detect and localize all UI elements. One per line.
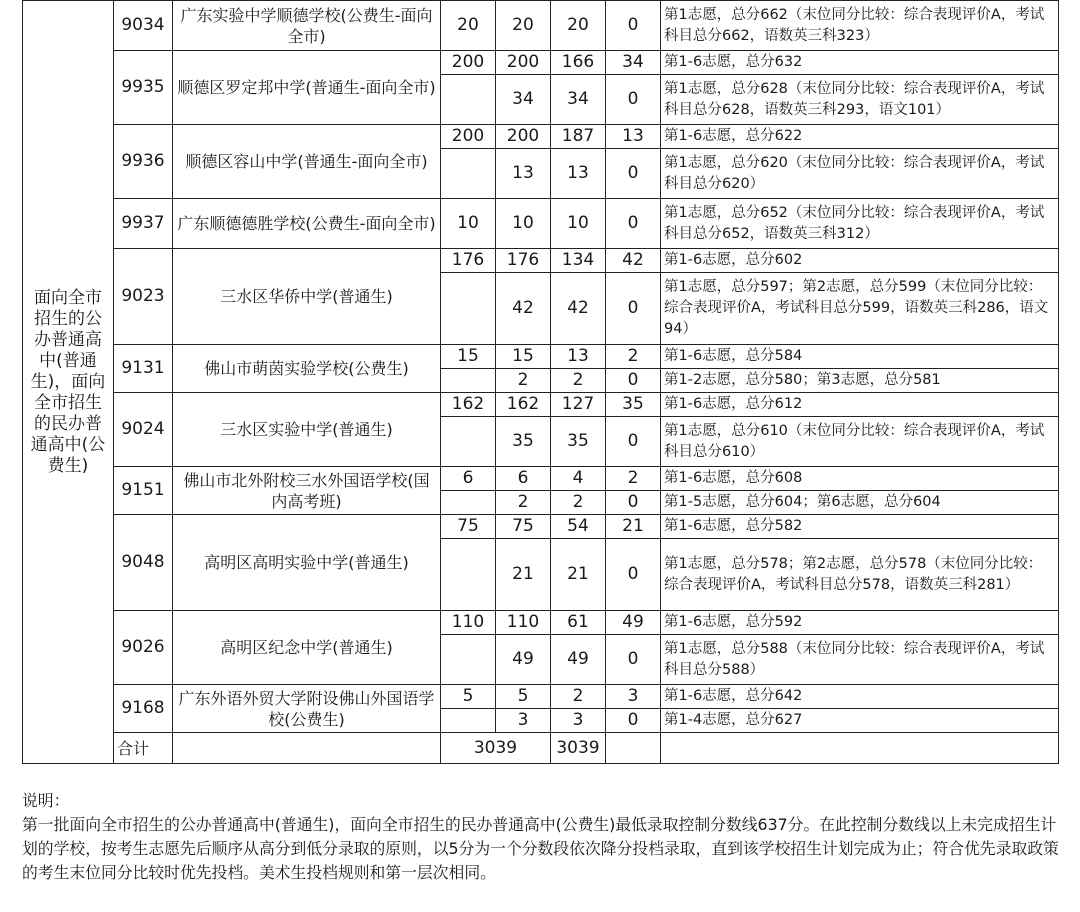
school-code: 9935 <box>114 51 173 125</box>
admission-note: 第1-6志愿，总分632 <box>661 51 1059 75</box>
plan-count: 75 <box>441 515 496 539</box>
table-row <box>23 125 1059 149</box>
admitted-count: 35 <box>551 417 606 467</box>
admitted-count: 49 <box>551 635 606 685</box>
admitted-count: 187 <box>551 125 606 149</box>
total-gap-blank <box>606 733 661 764</box>
plan-count: 10 <box>441 199 496 249</box>
admitted-count: 13 <box>551 149 606 199</box>
plan-count <box>441 491 496 515</box>
filed-count: 176 <box>496 249 551 273</box>
gap-count: 0 <box>606 75 661 125</box>
admitted-count: 2 <box>551 369 606 393</box>
filed-count: 49 <box>496 635 551 685</box>
table-row <box>23 51 1059 75</box>
filed-count: 15 <box>496 345 551 369</box>
admitted-count: 166 <box>551 51 606 75</box>
admission-note: 第1志愿，总分578；第2志愿，总分578（末位同分比较：综合表现评价A，考试科目总分578，语数英三科281） <box>661 539 1059 611</box>
admission-note: 第1志愿，总分610（末位同分比较：综合表现评价A，考试科目总分610） <box>661 417 1059 467</box>
filed-count: 162 <box>496 393 551 417</box>
plan-count <box>441 149 496 199</box>
filed-count: 35 <box>496 417 551 467</box>
admission-note: 第1志愿，总分620（末位同分比较：综合表现评价A，考试科目总分620） <box>661 149 1059 199</box>
plan-count: 200 <box>441 125 496 149</box>
plan-count <box>441 75 496 125</box>
table-row <box>23 1 1059 51</box>
admission-note: 第1-6志愿，总分608 <box>661 467 1059 491</box>
gap-count: 34 <box>606 51 661 75</box>
school-name: 顺德区罗定邦中学(普通生-面向全市) <box>173 51 441 125</box>
admission-note: 第1-6志愿，总分612 <box>661 393 1059 417</box>
admission-table <box>22 0 1059 764</box>
total-note-blank <box>661 733 1059 764</box>
gap-count: 0 <box>606 369 661 393</box>
filed-count: 6 <box>496 467 551 491</box>
filed-count: 42 <box>496 273 551 345</box>
table-row <box>23 515 1059 539</box>
plan-count: 200 <box>441 51 496 75</box>
school-code: 9131 <box>114 345 173 393</box>
plan-count: 15 <box>441 345 496 369</box>
table-row <box>23 611 1059 635</box>
admitted-count: 4 <box>551 467 606 491</box>
table-row <box>23 467 1059 491</box>
school-code: 9023 <box>114 249 173 345</box>
admitted-count: 42 <box>551 273 606 345</box>
gap-count: 13 <box>606 125 661 149</box>
plan-count <box>441 417 496 467</box>
admitted-count: 3 <box>551 709 606 733</box>
gap-count: 42 <box>606 249 661 273</box>
plan-count: 20 <box>441 1 496 51</box>
gap-count: 0 <box>606 709 661 733</box>
school-name: 广东顺德德胜学校(公费生-面向全市) <box>173 199 441 249</box>
admission-note: 第1-6志愿，总分622 <box>661 125 1059 149</box>
filed-count: 13 <box>496 149 551 199</box>
explanation-title: 说明： <box>22 791 70 810</box>
gap-count: 0 <box>606 149 661 199</box>
school-name: 高明区高明实验中学(普通生) <box>173 515 441 611</box>
gap-count: 0 <box>606 491 661 515</box>
plan-count <box>441 709 496 733</box>
gap-count: 0 <box>606 539 661 611</box>
total-label: 合计 <box>114 733 173 764</box>
admission-note: 第1-6志愿，总分582 <box>661 515 1059 539</box>
filed-count: 2 <box>496 369 551 393</box>
admission-note: 第1-4志愿，总分627 <box>661 709 1059 733</box>
admission-note: 第1志愿，总分662（末位同分比较：综合表现评价A，考试科目总分662，语数英三科323） <box>661 1 1059 51</box>
admitted-count: 127 <box>551 393 606 417</box>
plan-count <box>441 539 496 611</box>
explanation-text: 第一批面向全市招生的公办普通高中(普通生)，面向全市招生的民办普通高中(公费生)最低录取控制分数线637分。在此控制分数线以上未完成招生计划的学校，按考生志愿先后顺序从高分到低分录取的原则，以5分为一个分数段依次降分投档录取，直到该学校招生计划完成为止；符合优先录取政策的考生末位同分比较时优先投档。美术生投档规则和第一层次相同。 <box>22 815 1059 882</box>
plan-count: 6 <box>441 467 496 491</box>
admission-note: 第1-5志愿，总分604；第6志愿，总分604 <box>661 491 1059 515</box>
admission-note: 第1-6志愿，总分642 <box>661 685 1059 709</box>
admission-note: 第1志愿，总分588（末位同分比较：综合表现评价A，考试科目总分588） <box>661 635 1059 685</box>
gap-count: 3 <box>606 685 661 709</box>
gap-count: 35 <box>606 393 661 417</box>
admission-note: 第1志愿，总分652（末位同分比较：综合表现评价A，考试科目总分652，语数英三科312） <box>661 199 1059 249</box>
category-cell: 面向全市招生的公办普通高中(普通生)，面向全市招生的民办普通高中(公费生) <box>23 1 114 764</box>
gap-count: 0 <box>606 1 661 51</box>
gap-count: 0 <box>606 635 661 685</box>
school-name: 高明区纪念中学(普通生) <box>173 611 441 685</box>
total-row <box>23 733 1059 764</box>
gap-count: 0 <box>606 417 661 467</box>
school-code: 9024 <box>114 393 173 467</box>
admission-note: 第1-2志愿，总分580；第3志愿，总分581 <box>661 369 1059 393</box>
school-code: 9937 <box>114 199 173 249</box>
plan-count: 5 <box>441 685 496 709</box>
school-name: 广东实验中学顺德学校(公费生-面向全市) <box>173 1 441 51</box>
admitted-count: 10 <box>551 199 606 249</box>
filed-count: 34 <box>496 75 551 125</box>
total-plan: 3039 <box>441 733 551 764</box>
school-code: 9026 <box>114 611 173 685</box>
plan-count <box>441 635 496 685</box>
admission-note: 第1志愿，总分628（末位同分比较：综合表现评价A，考试科目总分628，语数英三科293，语文101） <box>661 75 1059 125</box>
admitted-count: 13 <box>551 345 606 369</box>
admitted-count: 134 <box>551 249 606 273</box>
filed-count: 2 <box>496 491 551 515</box>
table-row <box>23 345 1059 369</box>
filed-count: 21 <box>496 539 551 611</box>
filed-count: 75 <box>496 515 551 539</box>
admitted-count: 61 <box>551 611 606 635</box>
table-row <box>23 685 1059 709</box>
total-blank-cell <box>173 733 441 764</box>
school-name: 三水区实验中学(普通生) <box>173 393 441 467</box>
school-name: 三水区华侨中学(普通生) <box>173 249 441 345</box>
admitted-count: 34 <box>551 75 606 125</box>
admission-note: 第1志愿，总分597；第2志愿，总分599（末位同分比较：综合表现评价A，考试科目总分599，语数英三科286，语文94） <box>661 273 1059 345</box>
admission-note: 第1-6志愿，总分602 <box>661 249 1059 273</box>
admission-note: 第1-6志愿，总分584 <box>661 345 1059 369</box>
plan-count: 162 <box>441 393 496 417</box>
filed-count: 200 <box>496 51 551 75</box>
filed-count: 110 <box>496 611 551 635</box>
gap-count: 0 <box>606 199 661 249</box>
school-code: 9048 <box>114 515 173 611</box>
explanation-section <box>22 789 1062 885</box>
plan-count: 110 <box>441 611 496 635</box>
gap-count: 2 <box>606 345 661 369</box>
school-code: 9034 <box>114 1 173 51</box>
filed-count: 5 <box>496 685 551 709</box>
total-admitted: 3039 <box>551 733 606 764</box>
school-name: 佛山市萌茵实验学校(公费生) <box>173 345 441 393</box>
school-name: 顺德区容山中学(普通生-面向全市) <box>173 125 441 199</box>
filed-count: 20 <box>496 1 551 51</box>
school-name: 佛山市北外附校三水外国语学校(国内高考班) <box>173 467 441 515</box>
table-row <box>23 393 1059 417</box>
admitted-count: 2 <box>551 685 606 709</box>
filed-count: 10 <box>496 199 551 249</box>
filed-count: 200 <box>496 125 551 149</box>
filed-count: 3 <box>496 709 551 733</box>
table-row <box>23 199 1059 249</box>
admitted-count: 2 <box>551 491 606 515</box>
school-code: 9936 <box>114 125 173 199</box>
admitted-count: 54 <box>551 515 606 539</box>
plan-count <box>441 369 496 393</box>
plan-count: 176 <box>441 249 496 273</box>
gap-count: 21 <box>606 515 661 539</box>
school-code: 9151 <box>114 467 173 515</box>
gap-count: 0 <box>606 273 661 345</box>
table-row <box>23 249 1059 273</box>
gap-count: 49 <box>606 611 661 635</box>
admitted-count: 21 <box>551 539 606 611</box>
plan-count <box>441 273 496 345</box>
admission-note: 第1-6志愿，总分592 <box>661 611 1059 635</box>
school-name: 广东外语外贸大学附设佛山外国语学校(公费生) <box>173 685 441 733</box>
school-code: 9168 <box>114 685 173 733</box>
admitted-count: 20 <box>551 1 606 51</box>
gap-count: 2 <box>606 467 661 491</box>
